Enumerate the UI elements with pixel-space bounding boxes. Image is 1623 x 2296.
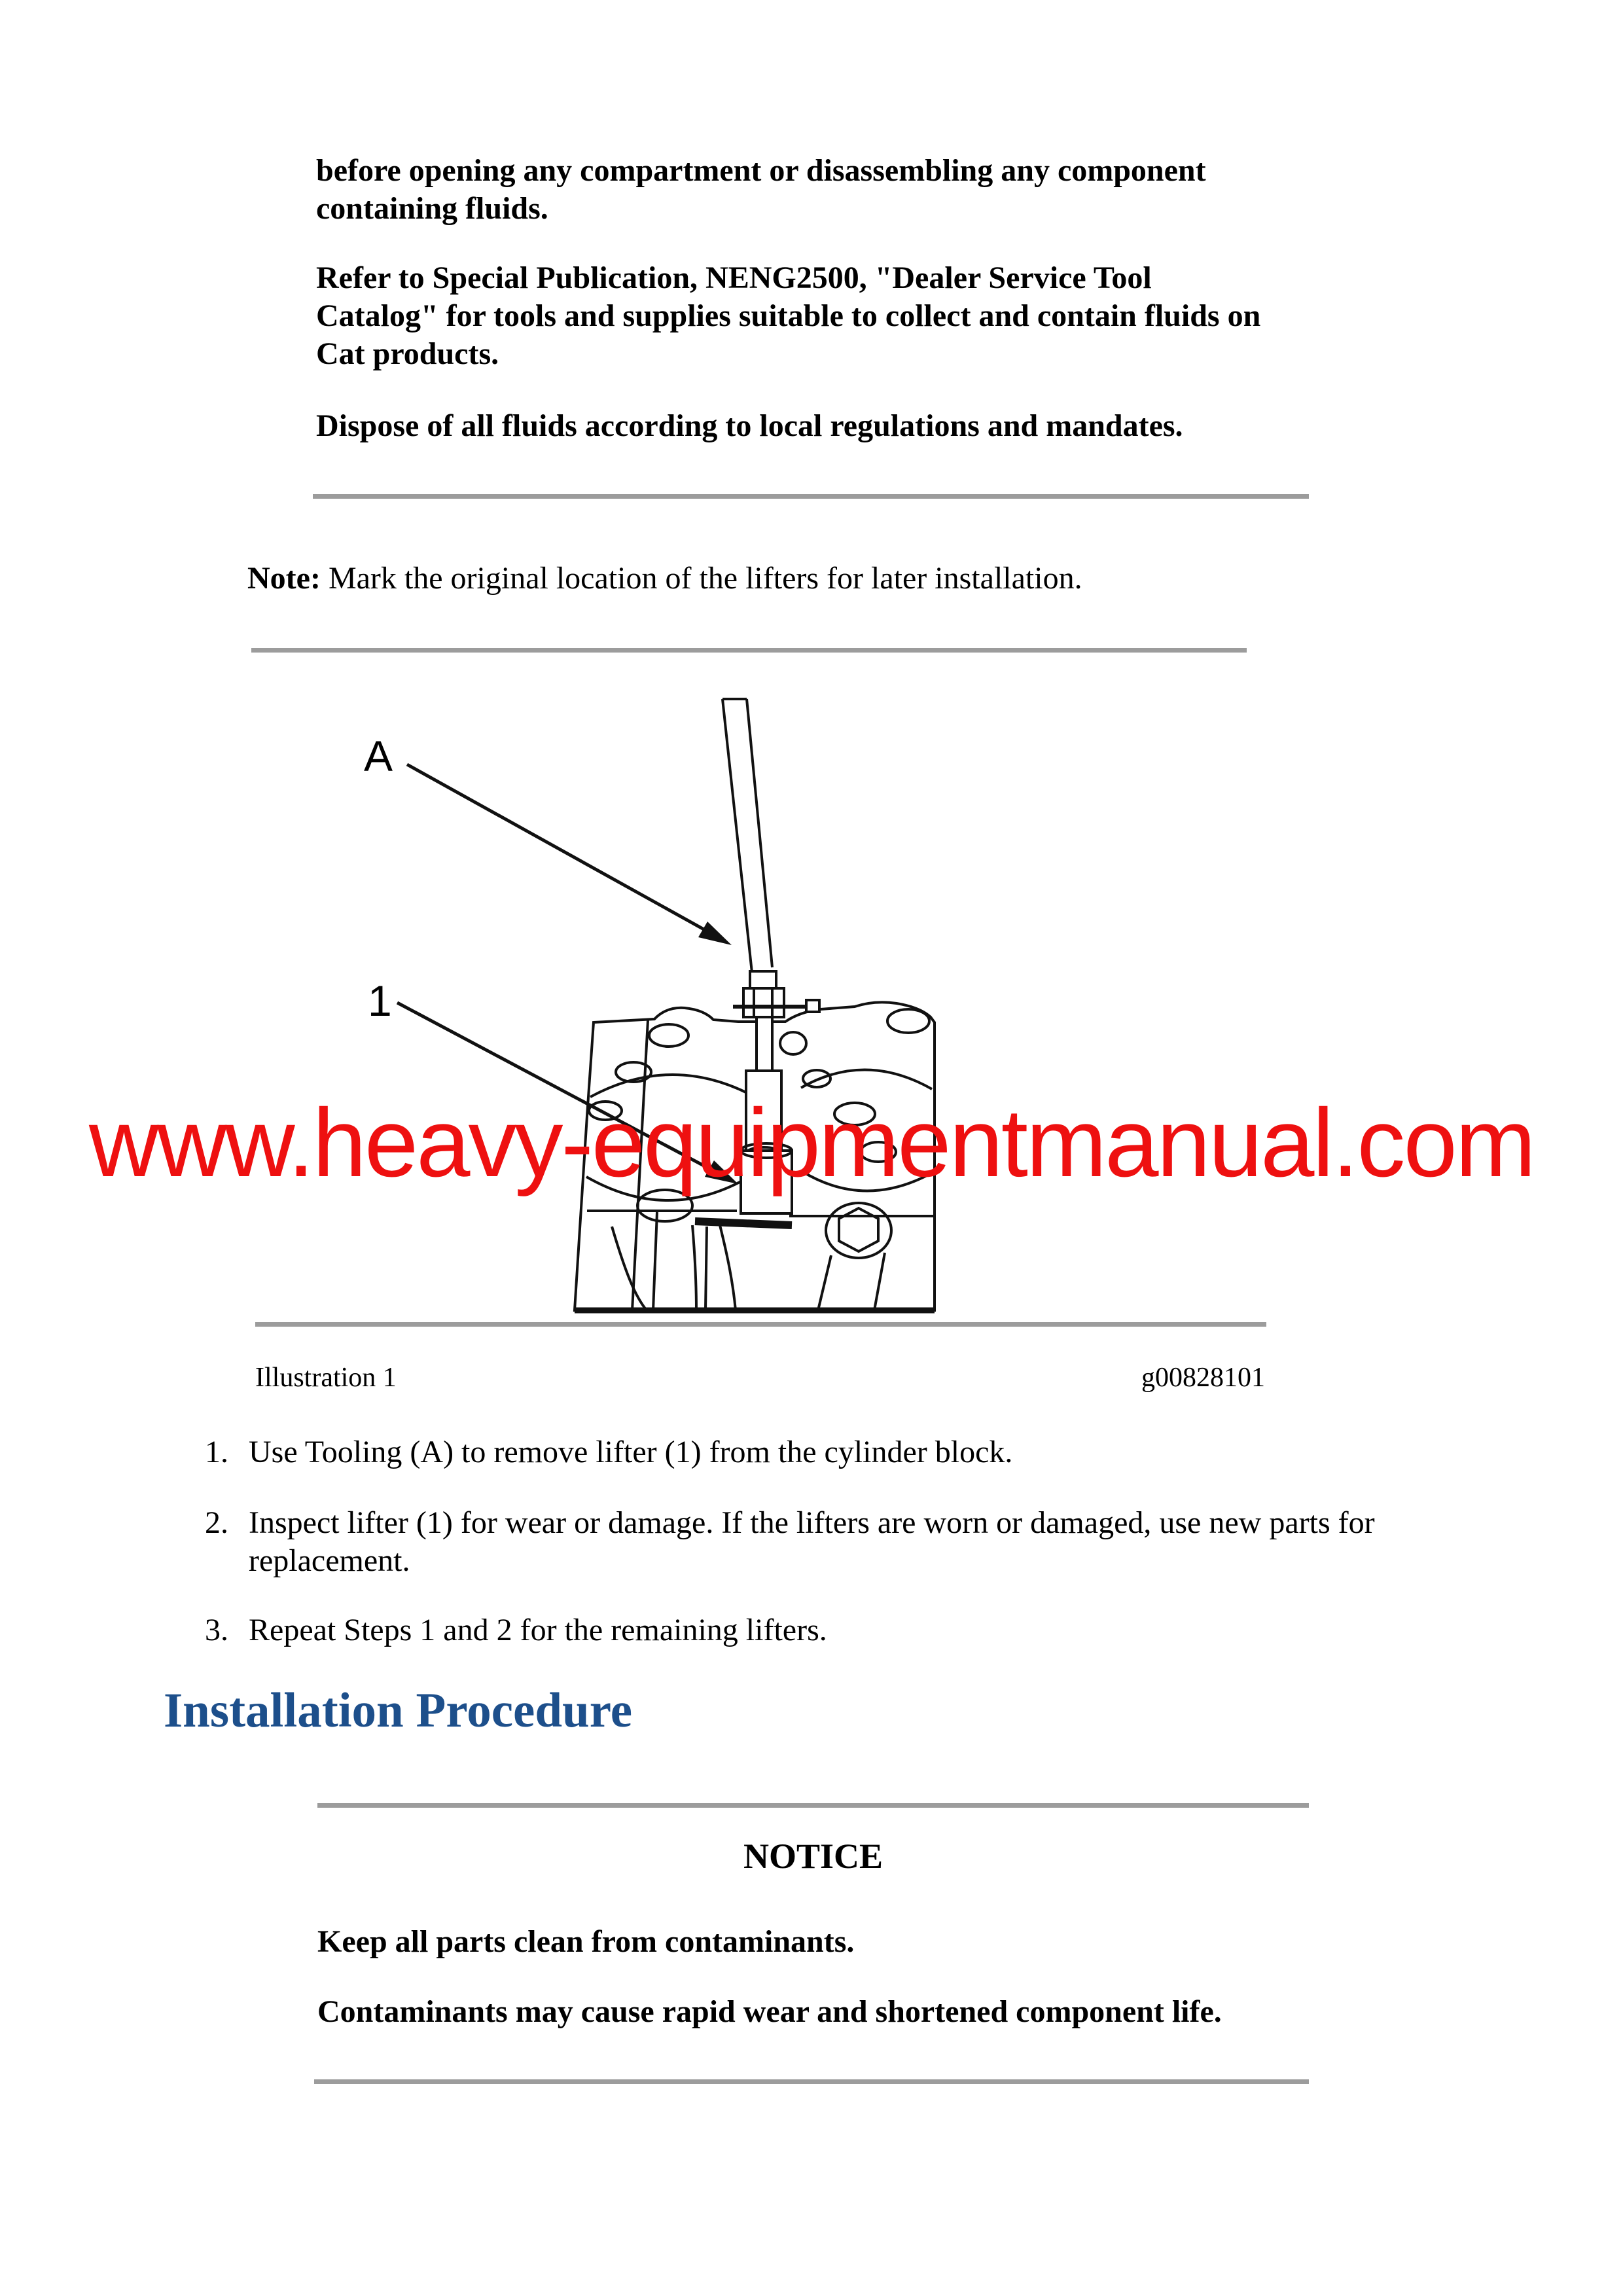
leader-line-a	[407, 764, 725, 941]
step-number: 2.	[205, 1505, 228, 1540]
tool-rod-right-edge	[747, 699, 772, 967]
notice-title: NOTICE	[743, 1837, 883, 1876]
divider-notice-top	[317, 1803, 1309, 1808]
watermark-text: www.heavy-equipmentmanual.com	[88, 1089, 1535, 1197]
warning-paragraph-2: Refer to Special Publication, NENG2500, "Dealer Service Tool Catalog" for tools and supplies suitable to collect and contain fluids on Cat products.	[316, 260, 1261, 371]
cylinder-block-illustration	[229, 668, 982, 1316]
figure-graphic-id: g00828101	[1141, 1363, 1265, 1393]
callout-label-1: 1	[368, 977, 392, 1025]
warning-paragraph-1: before opening any compartment or disassembling any component containing fluids.	[316, 153, 1206, 226]
warning-paragraph-3: Dispose of all fluids according to local regulations and mandates.	[316, 408, 1183, 443]
note-line	[247, 560, 1082, 598]
arrowhead-a	[698, 922, 732, 945]
step-text: Inspect lifter (1) for wear or damage. If the lifters are worn or damaged, use new parts for replacement.	[249, 1505, 1375, 1578]
notice-line: Keep all parts clean from contaminants.	[317, 1924, 855, 1959]
figure-caption-row	[255, 1361, 1265, 1394]
step-number: 1.	[205, 1435, 228, 1469]
hex-bolt	[818, 1203, 891, 1310]
divider-figure-top	[251, 648, 1247, 653]
divider-warning-bottom	[313, 494, 1309, 499]
tool-rod-left-edge	[722, 699, 752, 973]
divider-figure-bottom	[255, 1322, 1266, 1327]
section-heading-installation-procedure: Installation Procedure	[164, 1683, 632, 1738]
note-text: Mark the original location of the lifters for later installation.	[328, 561, 1082, 596]
step-text: Use Tooling (A) to remove lifter (1) from the cylinder block.	[249, 1435, 1013, 1469]
step-text: Repeat Steps 1 and 2 for the remaining lifters.	[249, 1613, 827, 1647]
figure-caption: Illustration 1	[255, 1363, 397, 1393]
divider-notice-bottom	[314, 2079, 1309, 2084]
step-number: 3.	[205, 1613, 228, 1647]
notice-line: Contaminants may cause rapid wear and shortened component life.	[317, 1994, 1222, 2029]
note-label: Note:	[247, 561, 321, 596]
callout-label-a: A	[364, 732, 393, 780]
